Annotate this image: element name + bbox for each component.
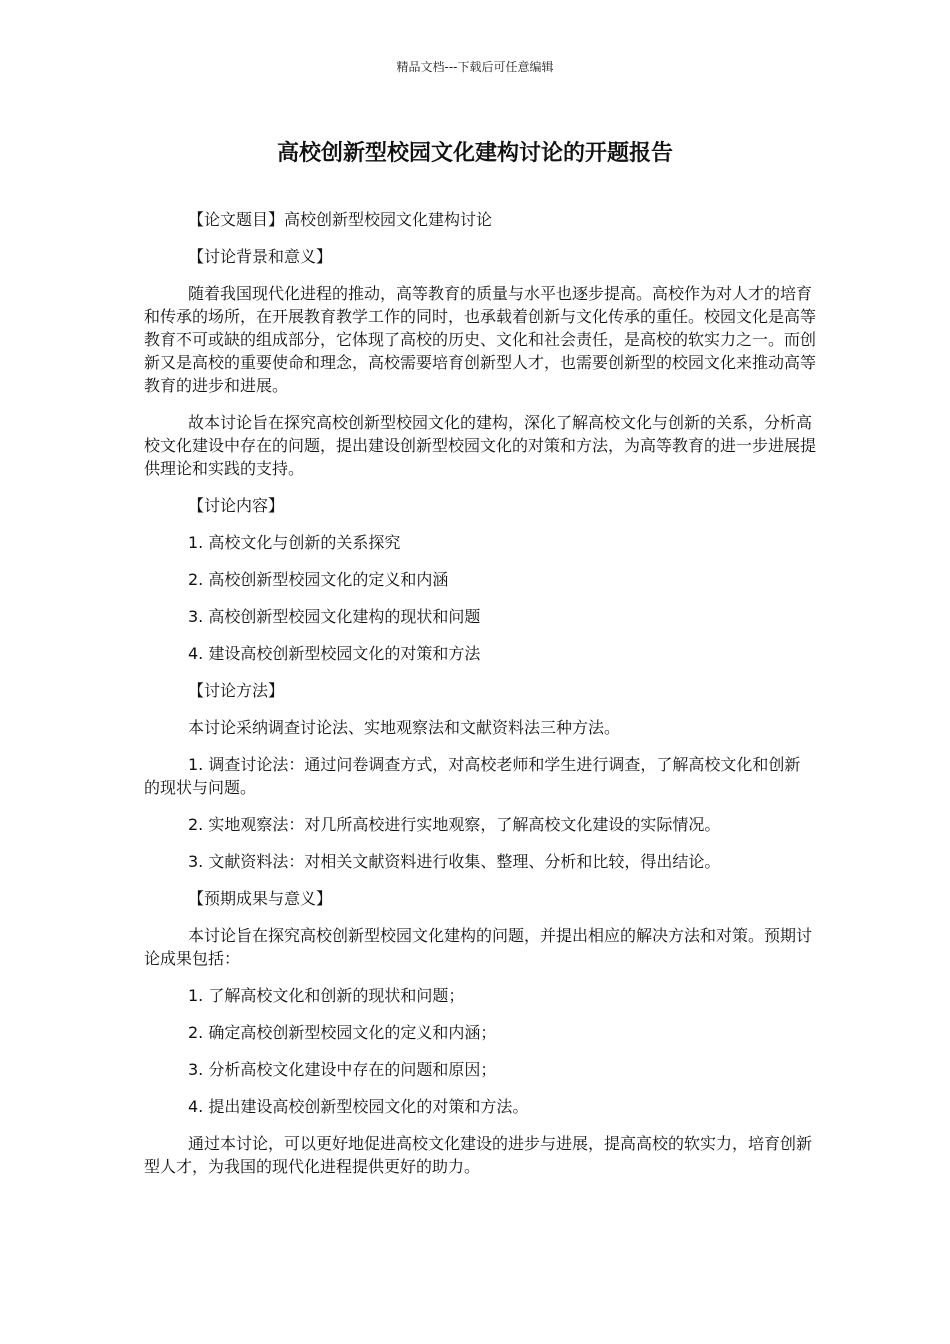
content-item-2: 2. 高校创新型校园文化的定义和内涵	[188, 570, 449, 589]
section-heading-results: 【预期成果与意义】	[188, 889, 333, 908]
results-item-4: 4. 提出建设高校创新型校园文化的对策和方法。	[188, 1097, 529, 1116]
document-title: 高校创新型校园文化建构讨论的开题报告	[276, 141, 673, 166]
section-heading-content: 【讨论内容】	[188, 496, 285, 515]
method-item-2: 2. 实地观察法：对几所高校进行实地观察，了解高校文化建设的实际情况。	[188, 815, 721, 834]
content-item-3: 3. 高校创新型校园文化建构的现状和问题	[188, 607, 481, 626]
results-item-3: 3. 分析高校文化建设中存在的问题和原因；	[188, 1060, 497, 1079]
results-item-2: 2. 确定高校创新型校园文化的定义和内涵；	[188, 1023, 497, 1042]
results-intro: 本讨论旨在探究高校创新型校园文化建构的问题，并提出相应的解决方法和对策。预期讨论成果包括：	[144, 926, 813, 968]
thesis-topic: 【论文题目】高校创新型校园文化建构讨论	[188, 210, 493, 229]
content-item-4: 4. 建设高校创新型校园文化的对策和方法	[188, 644, 481, 663]
document-body	[144, 208, 816, 1192]
section-heading-background: 【讨论背景和意义】	[188, 247, 333, 266]
background-paragraph-1: 随着我国现代化进程的推动，高等教育的质量与水平也逐步提高。高校作为对人才的培育和传承的场所，在开展教育教学工作的同时，也承载着创新与文化传承的重任。校园文化是高等教育不可或缺的组成部分，它体现了高校的历史、文化和社会责任，是高校的软实力之一。而创新又是高校的重要使命和理念，高校需要培育创新型人才，也需要创新型的校园文化来推动高等教育的进步和进展。	[144, 284, 817, 395]
conclusion-paragraph: 通过本讨论，可以更好地促进高校文化建设的进步与进展，提高高校的软实力，培育创新型人才，为我国的现代化进程提供更好的助力。	[144, 1134, 813, 1176]
results-item-1: 1. 了解高校文化和创新的现状和问题；	[188, 986, 465, 1005]
method-item-3: 3. 文献资料法：对相关文献资料进行收集、整理、分析和比较，得出结论。	[188, 852, 721, 871]
page-header: 精品文档---下载后可任意编辑	[396, 60, 554, 74]
background-paragraph-2: 故本讨论旨在探究高校创新型校园文化的建构，深化了解高校文化与创新的关系，分析高校文化建设中存在的问题，提出建设创新型校园文化的对策和方法，为高等教育的进一步进展提供理论和实践的支持。	[144, 413, 817, 478]
method-item-1: 1. 调查讨论法：通过问卷调查方式，对高校老师和学生进行调查，了解高校文化和创新的现状与问题。	[144, 755, 801, 797]
section-heading-method: 【讨论方法】	[188, 681, 285, 700]
content-item-1: 1. 高校文化与创新的关系探究	[188, 533, 401, 552]
method-intro: 本讨论采纳调查讨论法、实地观察法和文献资料法三种方法。	[188, 718, 621, 737]
